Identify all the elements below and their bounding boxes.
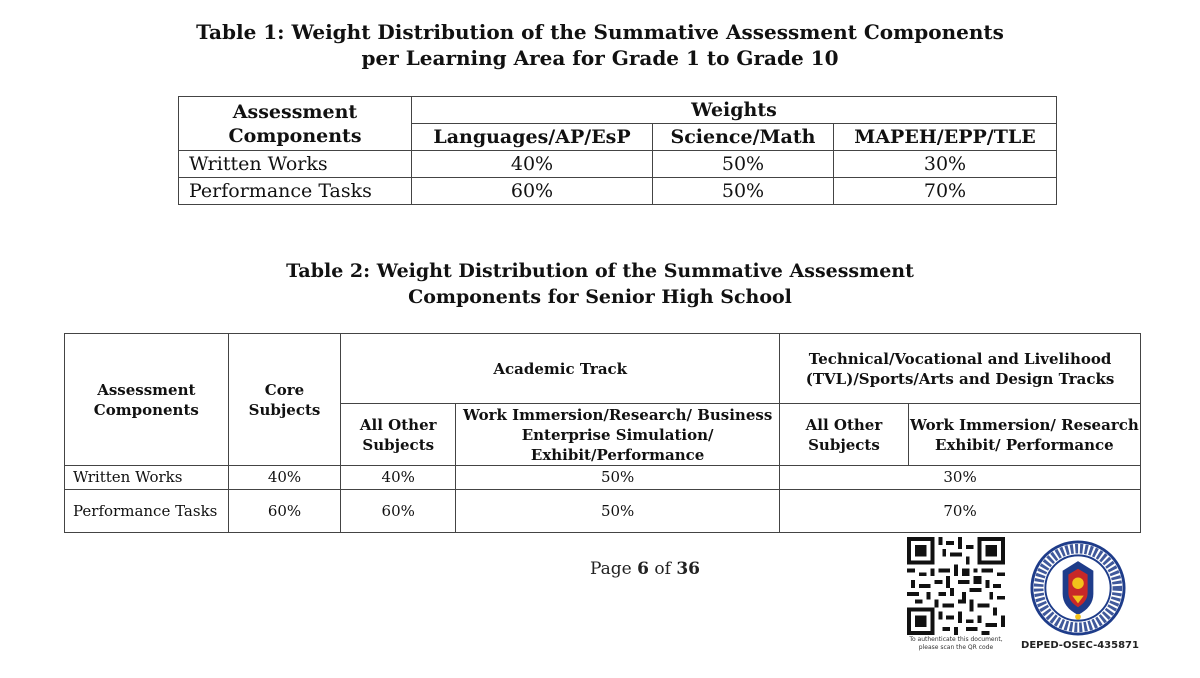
table2	[64, 333, 1141, 533]
table1-col-mapeh: MAPEH/EPP/TLE	[834, 124, 1057, 151]
document-code: DEPED-OSEC-435871	[1021, 640, 1139, 651]
table1-col-languages: Languages/AP/EsP	[412, 124, 653, 151]
table-row	[179, 151, 1057, 178]
table2-caption-line1: Table 2: Weight Distribution of the Summative Assessment	[286, 260, 914, 282]
table2-cell: 40%	[228, 466, 341, 490]
table2-header-academic: Academic Track	[341, 334, 780, 404]
table1-caption-line1: Table 1: Weight Distribution of the Summative Assessment Components	[196, 20, 1004, 44]
table2-caption	[0, 258, 1200, 310]
table1	[178, 96, 1057, 205]
table2-header-components: Assessment Components	[65, 334, 229, 466]
table2-cell: 60%	[341, 490, 456, 533]
table-row	[179, 178, 1057, 205]
table-row	[65, 466, 1141, 490]
table2-cell: 50%	[456, 466, 780, 490]
table1-caption	[0, 19, 1200, 71]
table1-cell: 40%	[412, 151, 653, 178]
table1-cell: 60%	[412, 178, 653, 205]
table1-col-science-math: Science/Math	[653, 124, 834, 151]
page-total: 36	[676, 559, 701, 579]
table2-row-label: Written Works	[65, 466, 229, 490]
table2-cell: 60%	[228, 490, 341, 533]
page-of: of	[654, 559, 671, 579]
table2-cell: 30%	[780, 466, 1141, 490]
table2-row-label: Performance Tasks	[65, 490, 229, 533]
table1-row-label: Performance Tasks	[179, 178, 412, 205]
qr-caption: To authenticate this document, please scan the QR code	[909, 636, 1003, 651]
table2-sub-tvl-other: All Other Subjects	[780, 404, 909, 466]
table2-sub-academic-immersion: Work Immersion/Research/ Business Enterprise Simulation/ Exhibit/Performance	[456, 404, 780, 466]
deped-seal-icon	[1030, 540, 1126, 636]
qr-code-icon[interactable]	[907, 537, 1005, 635]
table1-cell: 50%	[653, 151, 834, 178]
table1-caption-line2: per Learning Area for Grade 1 to Grade 10	[361, 46, 839, 70]
table2-caption-line2: Components for Senior High School	[408, 286, 792, 308]
table2-cell: 70%	[780, 490, 1141, 533]
table1-header-weights: Weights	[412, 97, 1057, 124]
page-prefix: Page	[589, 559, 632, 579]
table1-header-components: Assessment Components	[179, 97, 412, 151]
table2-cell: 40%	[341, 466, 456, 490]
table2-header-core: Core Subjects	[228, 334, 341, 466]
page-current: 6	[637, 559, 649, 579]
table2-header-tvl: Technical/Vocational and Livelihood (TVL)/Sports/Arts and Design Tracks	[780, 334, 1141, 404]
page-number	[0, 559, 1200, 579]
table1-row-label: Written Works	[179, 151, 412, 178]
table2-sub-academic-other: All Other Subjects	[341, 404, 456, 466]
table1-cell: 50%	[653, 178, 834, 205]
table1-cell: 30%	[834, 151, 1057, 178]
table2-cell: 50%	[456, 490, 780, 533]
table1-cell: 70%	[834, 178, 1057, 205]
table-row	[65, 490, 1141, 533]
table2-sub-tvl-immersion: Work Immersion/ Research Exhibit/ Performance	[908, 404, 1140, 466]
